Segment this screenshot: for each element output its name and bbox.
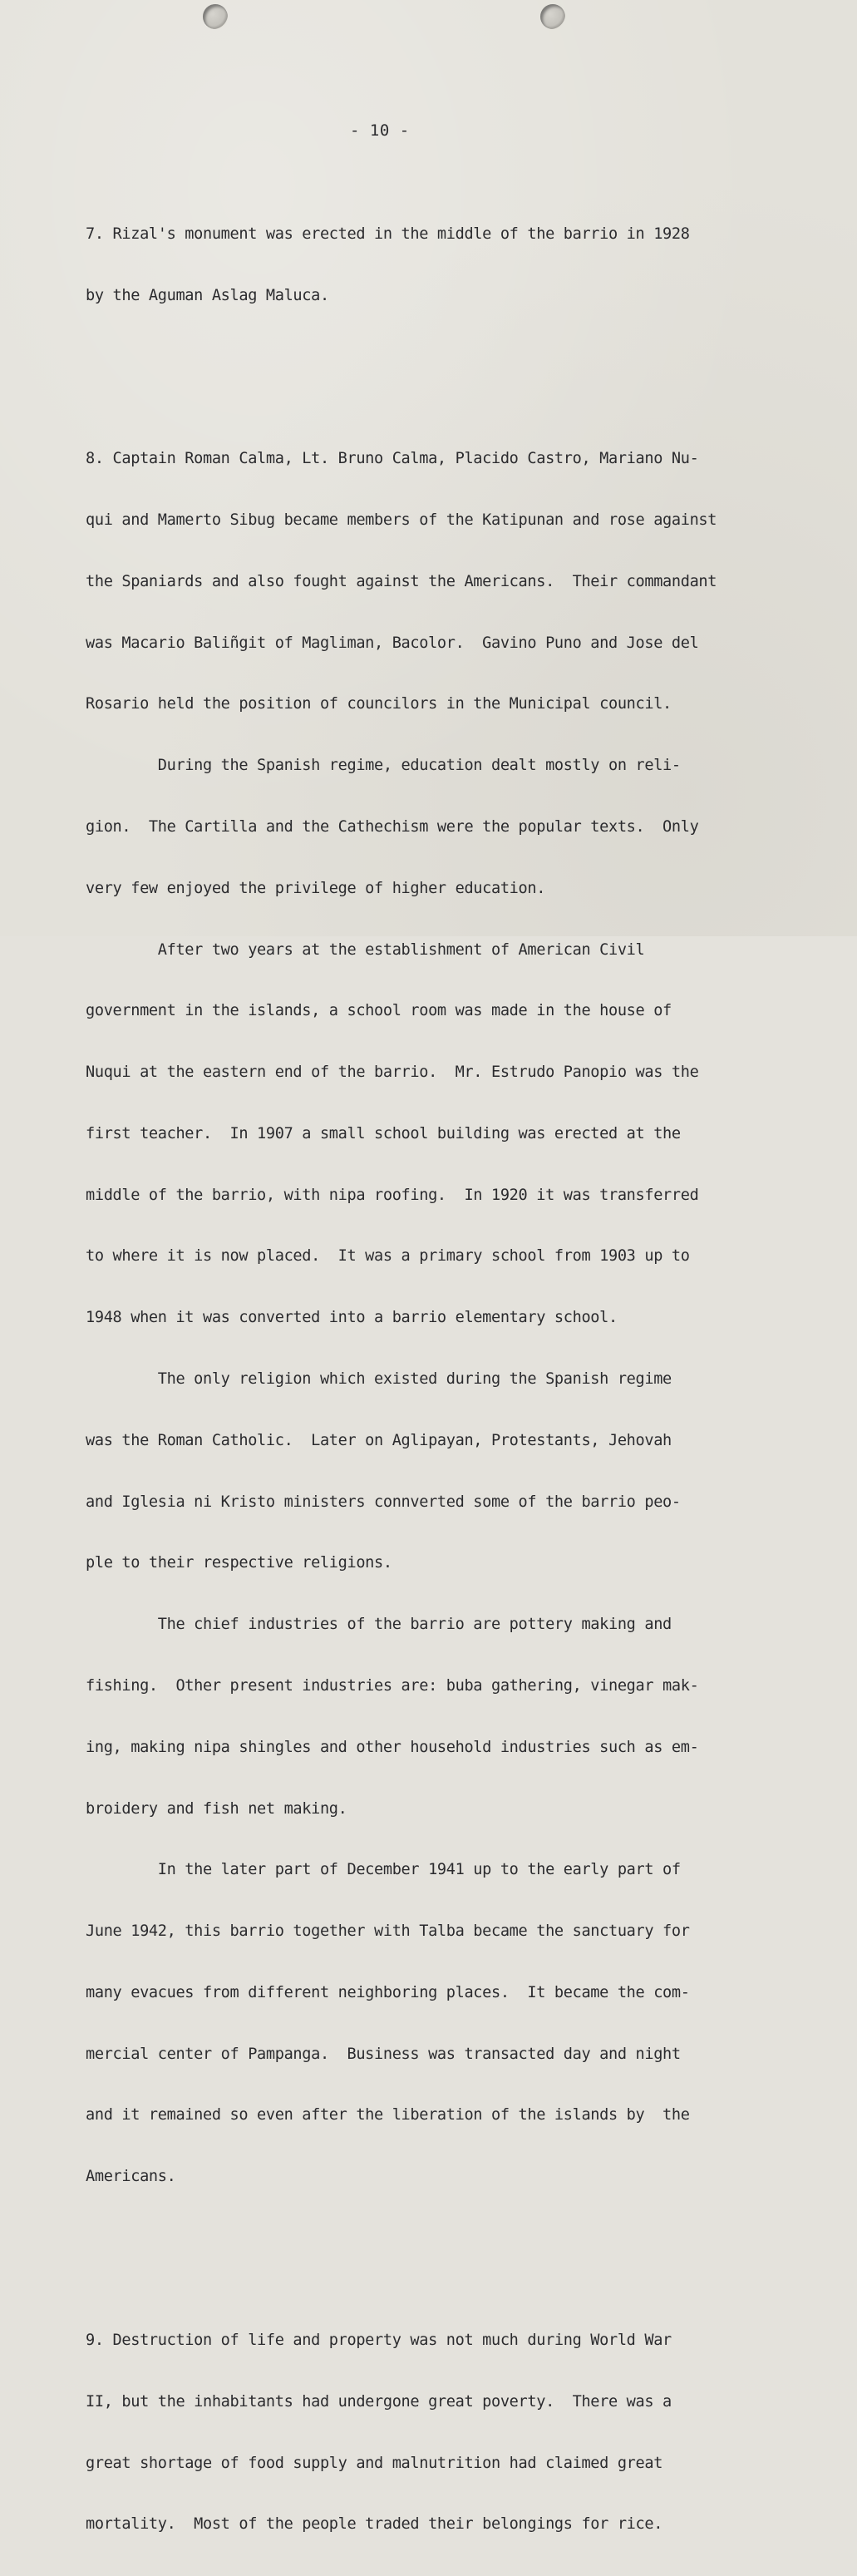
text-line: Rosario held the position of councilors in the Municipal council. [86,695,672,713]
text-line: During the Spanish regime, education dealt mostly on reli- [86,757,681,775]
text-line: mortality. Most of the people traded their belongings for rice. [86,2515,663,2534]
text-line: 8. Captain Roman Calma, Lt. Bruno Calma, Placido Castro, Mariano Nu- [86,450,699,468]
text-line: was the Roman Catholic. Later on Aglipayan, Protestants, Jehovah [86,1431,672,1449]
text-line: was Macario Baliñgit of Magliman, Bacolor. Gavino Puno and Jose del [86,634,699,652]
paragraph-gap [86,347,817,368]
text-line: middle of the barrio, with nipa roofing. In 1920 it was transferred [86,1186,699,1204]
text-line: The only religion which existed during the Spanish regime [86,1370,672,1389]
text-line: fishing. Other present industries are: buba gathering, vinegar mak- [86,1676,699,1695]
text-line: and it remained so even after the liberation of the islands by the [86,2106,690,2124]
text-line: Americans. [86,2168,176,2186]
text-line: great shortage of food supply and malnutrition had claimed great [86,2454,663,2472]
text-line: June 1942, this barrio together with Talba became the sanctuary for [86,1922,690,1941]
text-line: by the Aguman Aslag Maluca. [86,286,329,304]
page-number: - 10 - [350,121,410,140]
text-line: gion. The Cartilla and the Cathechism were the popular texts. Only [86,818,699,836]
text-line: very few enjoyed the privilege of higher education. [86,879,546,897]
text-line: qui and Mamerto Sibug became members of the Katipunan and rose against [86,511,717,530]
text-line: 1948 when it was converted into a barrio elementary school. [86,1309,618,1327]
text-line: to where it is now placed. It was a primary school from 1903 up to [86,1247,690,1266]
text-line: After two years at the establishment of American Civil [86,940,645,959]
text-line: mercial center of Pampanga. Business was transacted day and night [86,2045,681,2063]
paragraph-gap [86,2228,817,2249]
text-line: government in the islands, a school room was made in the house of [86,1002,672,1020]
text-line: 7. Rizal's monument was erected in the middle of the barrio in 1928 [86,225,690,243]
punch-hole-right [540,4,565,29]
text-line: II, but the inhabitants had undergone great poverty. There was a [86,2392,672,2411]
text-line: 9. Destruction of life and property was not much during World War [86,2331,672,2349]
text-line: many evacues from different neighboring places. It became the com- [86,1983,690,2001]
body-text [86,163,817,2576]
text-line: Nuqui at the eastern end of the barrio. Mr. Estrudo Panopio was the [86,1063,699,1082]
text-line: ple to their respective religions. [86,1554,392,1572]
text-line: the Spaniards and also fought against the Americans. Their commandant [86,572,717,590]
punch-hole-left [203,4,228,29]
text-line: The chief industries of the barrio are pottery making and [86,1616,672,1634]
text-line: ing, making nipa shingles and other household industries such as em- [86,1738,699,1756]
text-line: In the later part of December 1941 up to the early part of [86,1861,681,1879]
text-line: broidery and fish net making. [86,1799,347,1818]
text-line: and Iglesia ni Kristo ministers connverted some of the barrio peo- [86,1493,681,1511]
text-line: first teacher. In 1907 a small school building was erected at the [86,1124,681,1142]
